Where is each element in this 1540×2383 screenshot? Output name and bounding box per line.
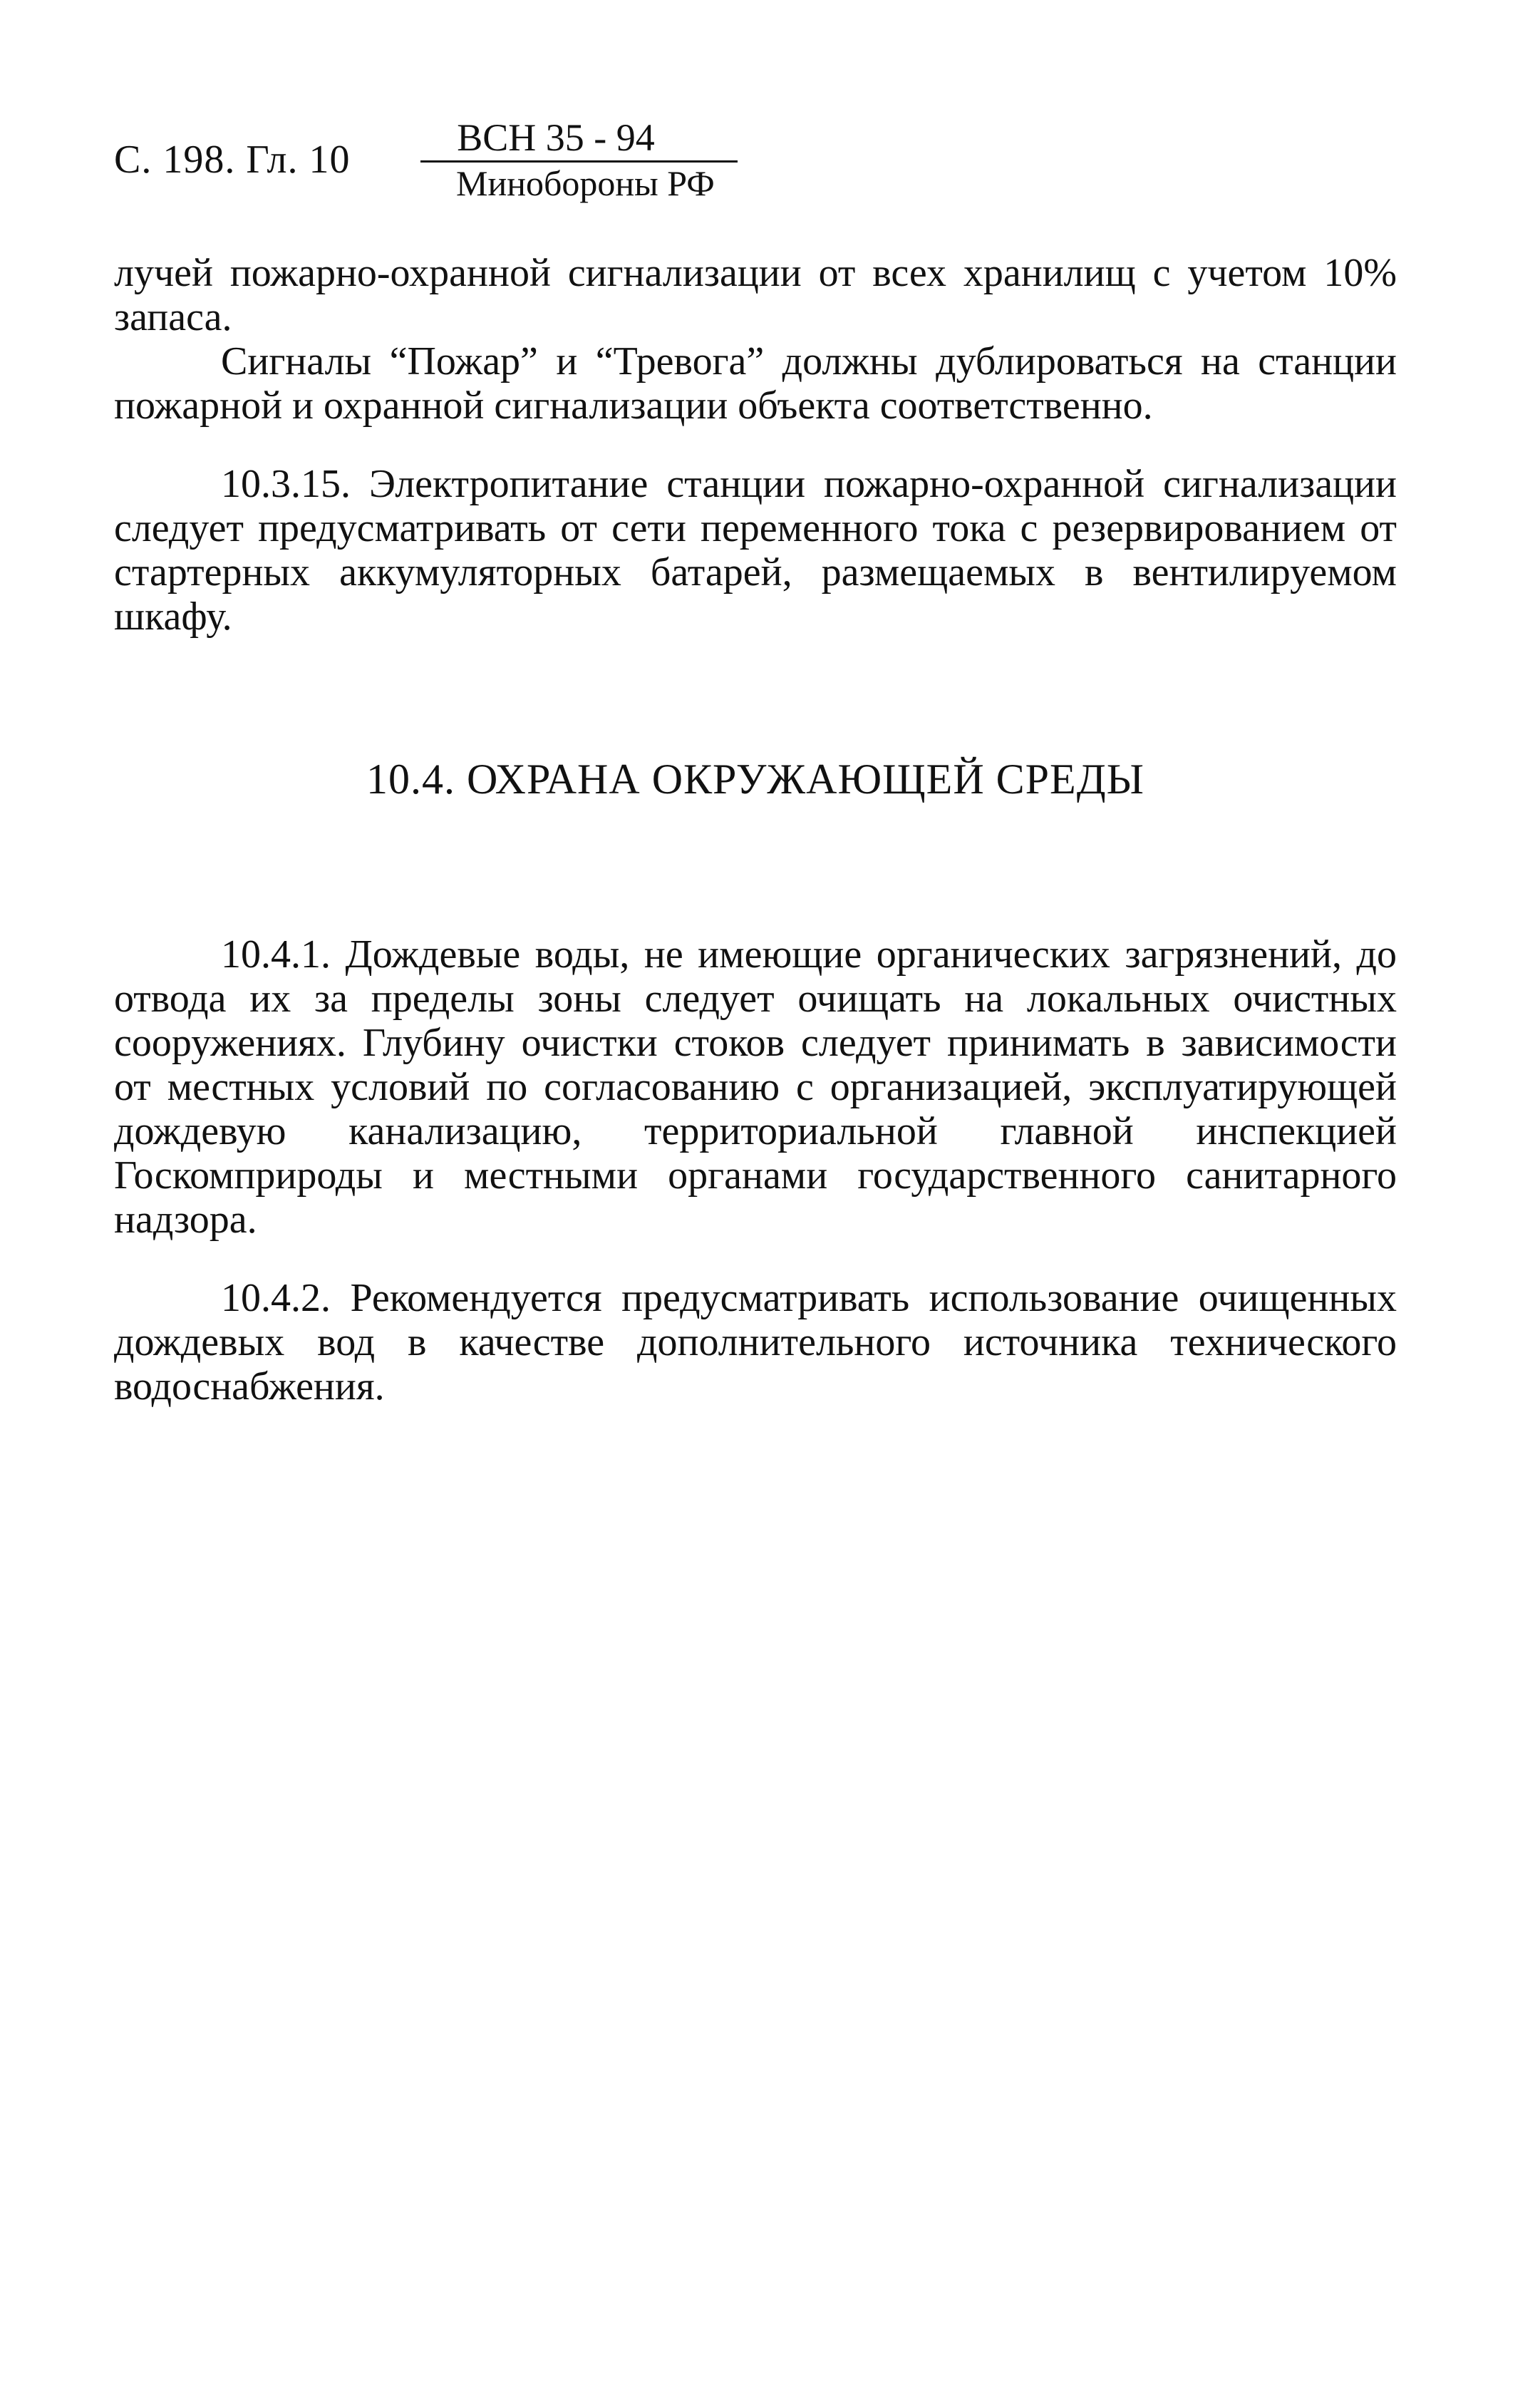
page-header (114, 107, 715, 214)
document-code: ВСН 35 - 94 (457, 116, 655, 159)
paragraph-10-4-1: 10.4.1. Дождевые воды, не имеющие органических загрязнений, до отвода их за пределы зоны следует очищать на локальных очистных сооружениях. Глубину очистки стоков следует принимать в зависимости от местных условий по согласованию с организацией, эксплуатирующей дождевую канализацию, территориальной главной инспекцией Госкомприроды и местными органами государственного санитарного надзора. (114, 932, 1397, 1242)
section-heading-10-4: 10.4. ОХРАНА ОКРУЖАЮЩЕЙ СРЕДЫ (366, 756, 1144, 803)
paragraph-continuation: лучей пожарно-охранной сигнализации от всех хранилищ с учетом 10% запаса. (114, 251, 1397, 339)
paragraph-signals: Сигналы “Пожар” и “Тревога” должны дублироваться на станции пожарной и охранной сигнализации объекта соответственно. (114, 339, 1397, 428)
header-divider (420, 160, 738, 163)
paragraph-10-4-2: 10.4.2. Рекомендуется предусматривать использование очищенных дождевых вод в качестве дополнительного источника технического водоснабжения. (114, 1276, 1397, 1409)
page-reference: С. 198. Гл. 10 (114, 138, 351, 182)
issuing-organization: Минобороны РФ (456, 163, 715, 203)
paragraph-10-3-15: 10.3.15. Электропитание станции пожарно-охранной сигнализации следует предусматривать от сети переменного тока с резервированием от стартерных аккумуляторных батарей, размещаемых в вентилируемом шкафу. (114, 462, 1397, 639)
